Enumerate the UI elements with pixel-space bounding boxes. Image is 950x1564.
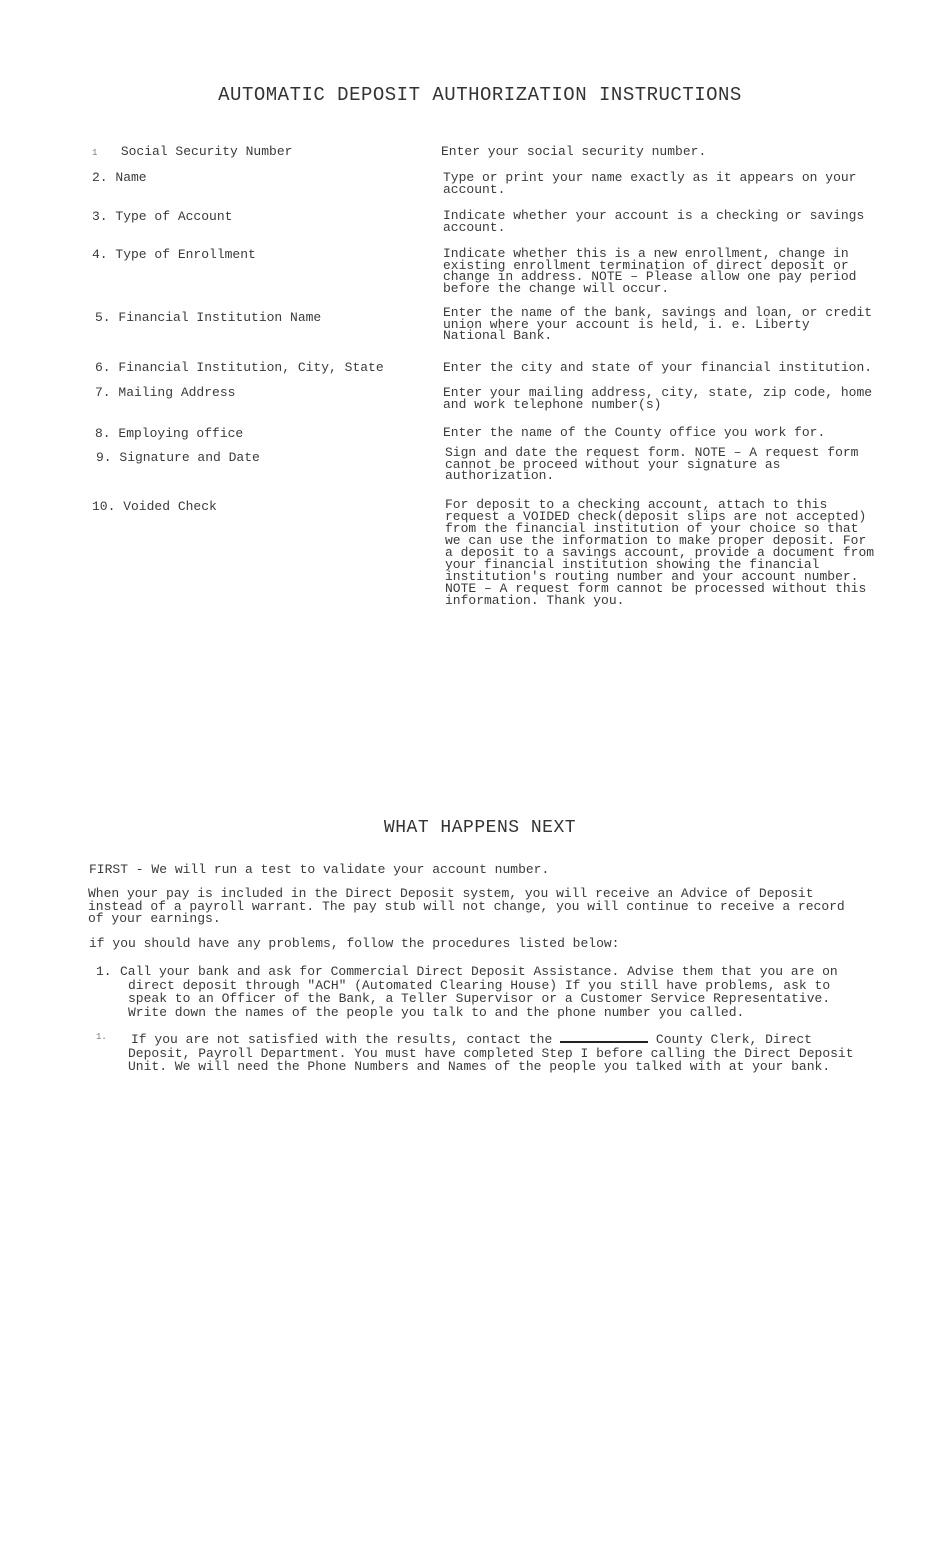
step-text-end: County Clerk, Direct Deposit, Payroll Department. You must have completed Step I before calling the Direct Deposit Unit. We will need the Phone Numbers and Names of the people you talked with at your bank. (128, 1032, 854, 1074)
step-text: Call your bank and ask for Commercial Direct Deposit Assistance. Advise them that you are on direct deposit through "ACH" (Automated Clearing House) If you still have problems, ask to speak to an Officer of the Bank, a Teller Supervisor or a Customer Service Representative. Write down the names of the people you talk to and the phone number you called. (120, 964, 838, 1020)
instruction-description: Enter the name of the County office you work for. (443, 425, 826, 440)
section-title: WHAT HAPPENS NEXT (383, 818, 577, 838)
instruction-description: Enter the name of the bank, savings and loan, or credit union where your account is held, i. e. Liberty National Bank. (443, 305, 873, 343)
instruction-label: 10. Voided Check (92, 499, 217, 514)
instruction-description: For deposit to a checking account, attach to this request a VOIDED check(deposit slips are not accepted) from the financial institution of your choice so that we can use the information to make proper deposit. For a deposit to a savings account, provide a document from your financial institution showing the financial institution's routing number and your account number. NOTE – A request form cannot be processed without this information. Thank you. (445, 497, 875, 608)
instruction-description: Enter the city and state of your financial institution. (443, 360, 873, 375)
step-number: 1. (96, 1032, 107, 1042)
instruction-label: 8. Employing office (95, 426, 244, 441)
step-item (96, 965, 856, 1019)
instruction-label: 4. Type of Enrollment (92, 247, 256, 262)
instruction-label: 9. Signature and Date (96, 450, 260, 465)
instruction-description: Enter your mailing address, city, state, zip code, home and work telephone number(s) (443, 385, 873, 412)
instruction-description: Type or print your name exactly as it appears on your account. (443, 170, 857, 197)
step-text (96, 1031, 856, 1074)
instruction-description: Indicate whether this is a new enrollment, change in existing enrollment termination of direct deposit or change in address. NOTE – Please allow one pay period before the change will occur. (443, 246, 857, 296)
step-number: 1. (96, 964, 112, 979)
first-note: FIRST - We will run a test to validate your account number. (89, 862, 550, 877)
step-text-start: If you are not satisfied with the results, contact the (131, 1032, 553, 1047)
instruction-label: 3. Type of Account (92, 209, 233, 224)
instruction-label: 7. Mailing Address (95, 385, 236, 400)
step-item (96, 1031, 856, 1074)
instruction-description: Indicate whether your account is a checking or savings account. (443, 208, 865, 235)
page-title: AUTOMATIC DEPOSIT AUTHORIZATION INSTRUCTIONS (218, 84, 742, 106)
problems-note: if you should have any problems, follow the procedures listed below: (89, 936, 620, 951)
instruction-label-text: Social Security Number (120, 144, 293, 159)
instruction-description: Sign and date the request form. NOTE – A request form cannot be proceed without your signature as authorization. (445, 445, 859, 483)
pay-note: When your pay is included in the Direct Deposit system, you will receive an Advice of Deposit instead of a payroll warrant. The pay stub will not change, you will continue to receive a record of your earnings. (88, 886, 845, 926)
instruction-label: 5. Financial Institution Name (95, 310, 322, 325)
instruction-number: 1 (92, 148, 98, 158)
instruction-label (92, 144, 292, 159)
instruction-description: Enter your social security number. (441, 144, 707, 159)
instruction-label: 6. Financial Institution, City, State (95, 360, 384, 375)
instruction-label: 2. Name (92, 170, 147, 185)
county-blank-line (560, 1031, 648, 1043)
